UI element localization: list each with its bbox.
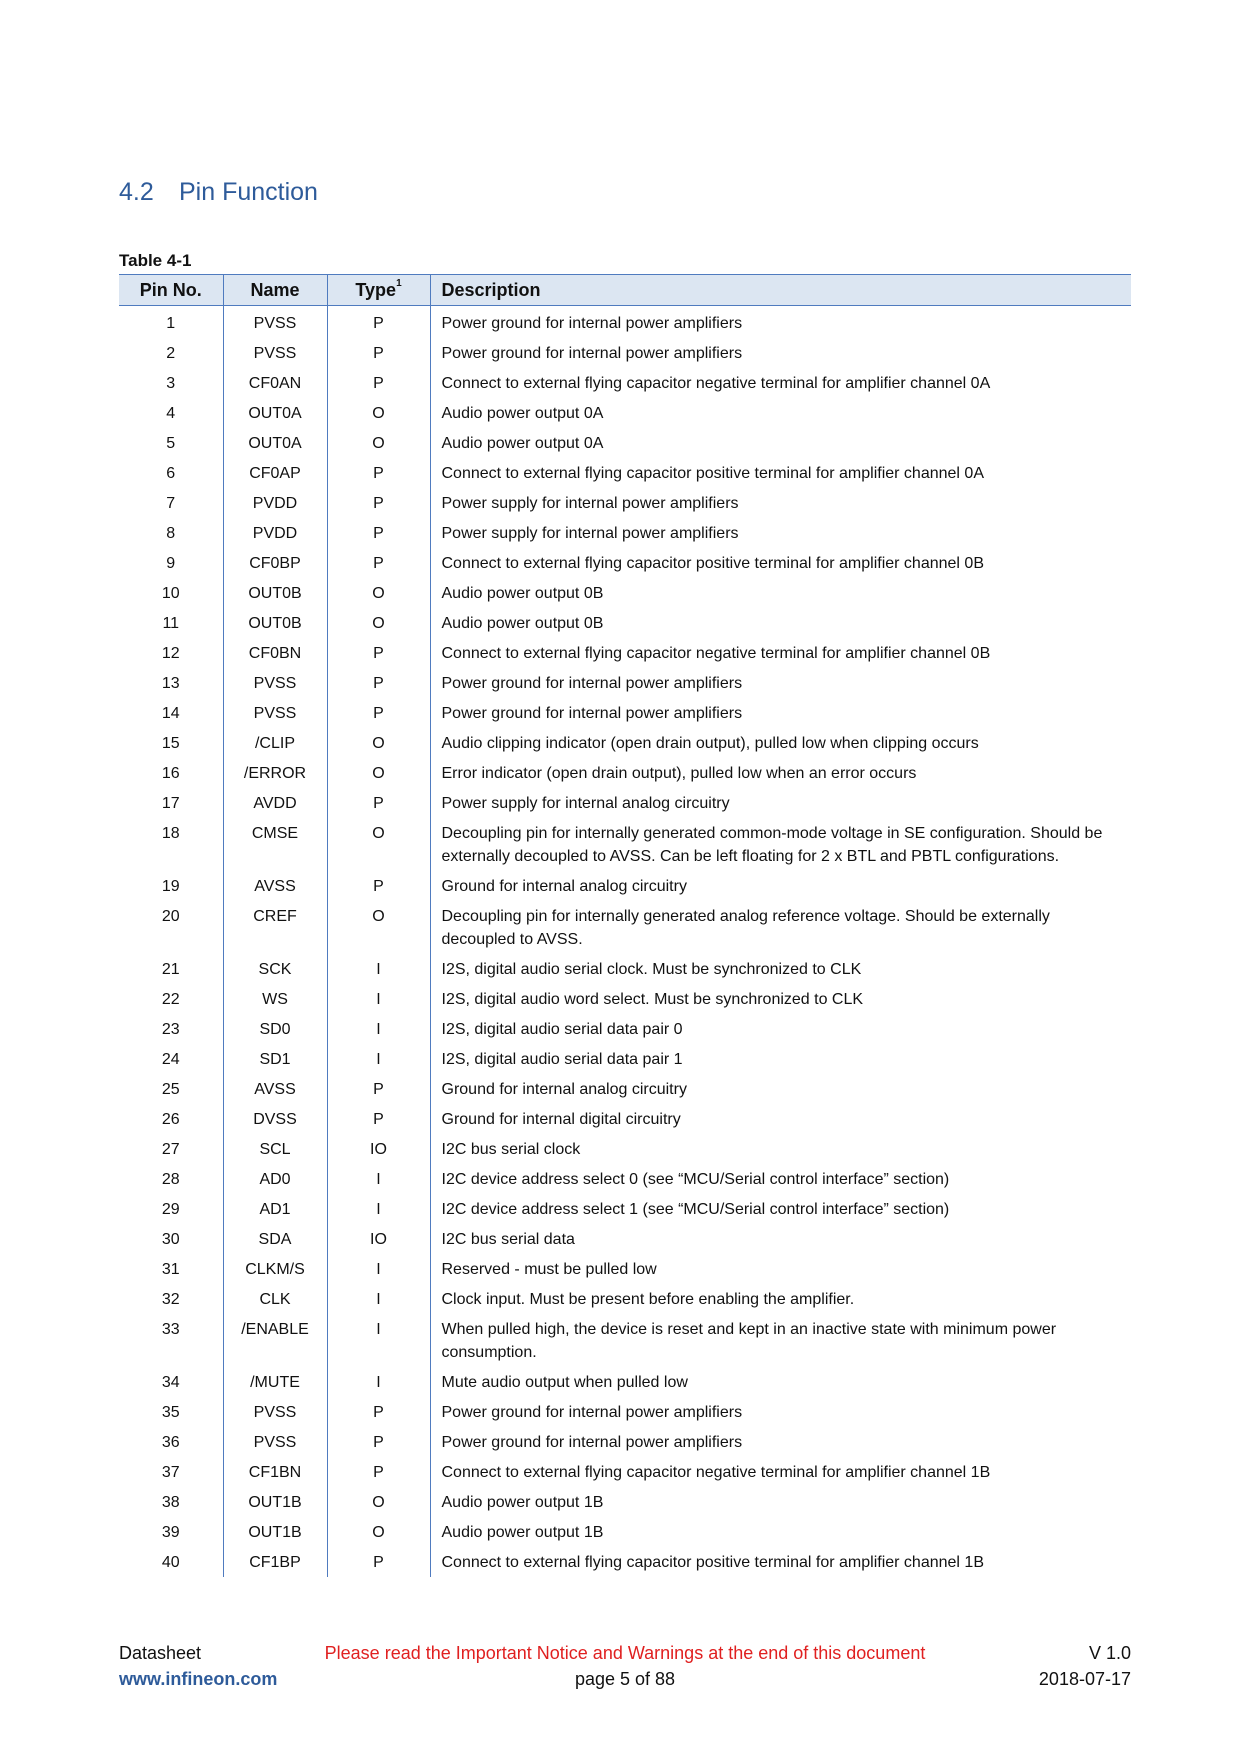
pin-type-cell: P	[327, 1547, 430, 1577]
table-row	[119, 668, 1131, 698]
table-row	[119, 1367, 1131, 1397]
pin-type-cell: I	[327, 1014, 430, 1044]
pin-type-cell: IO	[327, 1224, 430, 1254]
table-row	[119, 901, 1131, 954]
pin-description-cell: Reserved - must be pulled low	[430, 1254, 1131, 1284]
pin-description-cell: Audio power output 0A	[430, 398, 1131, 428]
pin-description-cell: Clock input. Must be present before enabling the amplifier.	[430, 1284, 1131, 1314]
pin-name-cell: AD1	[223, 1194, 327, 1224]
table-row	[119, 518, 1131, 548]
pin-number-cell: 40	[161, 1554, 180, 1571]
pin-name-cell: PVDD	[223, 488, 327, 518]
header-type-label: Type	[355, 279, 397, 300]
pin-type-cell: IO	[327, 1134, 430, 1164]
pin-number-cell: 38	[161, 1494, 180, 1511]
pin-description-cell: I2S, digital audio serial data pair 1	[430, 1044, 1131, 1074]
table-row	[119, 306, 1131, 339]
pin-number-cell: 14	[161, 705, 180, 722]
pin-name-cell: /ERROR	[223, 758, 327, 788]
table-row	[119, 788, 1131, 818]
table-row	[119, 578, 1131, 608]
pin-type-cell: P	[327, 1397, 430, 1427]
pin-number-cell: 18	[161, 825, 180, 842]
table-row	[119, 1194, 1131, 1224]
pin-name-cell: CF1BN	[223, 1457, 327, 1487]
table-row	[119, 871, 1131, 901]
pin-description-cell: Power ground for internal power amplifiers	[430, 1397, 1131, 1427]
header-name: Name	[223, 275, 327, 306]
pin-description-cell: Power ground for internal power amplifiers	[430, 306, 1131, 339]
pin-type-cell: O	[327, 608, 430, 638]
pin-name-cell: CMSE	[223, 818, 327, 871]
pin-number-cell: 22	[161, 991, 180, 1008]
pin-name-cell: CF0AN	[223, 368, 327, 398]
pin-type-cell: P	[327, 338, 430, 368]
pin-name-cell: OUT0A	[223, 428, 327, 458]
table-row	[119, 338, 1131, 368]
header-type	[327, 275, 430, 306]
pin-type-cell: I	[327, 1194, 430, 1224]
pin-number-cell: 11	[162, 615, 180, 632]
table-row	[119, 1224, 1131, 1254]
pin-description-cell: Error indicator (open drain output), pulled low when an error occurs	[430, 758, 1131, 788]
footer-page-number: page 5 of 88	[574, 1669, 676, 1689]
pin-description-cell: Power ground for internal power amplifiers	[430, 1427, 1131, 1457]
pin-number-cell: 2	[166, 345, 176, 362]
table-row	[119, 1487, 1131, 1517]
pin-type-cell: I	[327, 1284, 430, 1314]
table-row	[119, 1104, 1131, 1134]
pin-description-cell: Audio power output 0A	[430, 428, 1131, 458]
table-body	[119, 306, 1131, 1578]
table-row	[119, 368, 1131, 398]
pin-number-cell: 9	[166, 555, 176, 572]
pin-type-cell: P	[327, 306, 430, 339]
pin-number-cell: 32	[161, 1291, 180, 1308]
pin-name-cell: SD1	[223, 1044, 327, 1074]
table-row	[119, 698, 1131, 728]
pin-type-cell: P	[327, 488, 430, 518]
pin-description-cell: Connect to external flying capacitor negative terminal for amplifier channel 1B	[430, 1457, 1131, 1487]
pin-type-cell: P	[327, 1427, 430, 1457]
pin-number-cell: 37	[161, 1464, 180, 1481]
pin-type-cell: I	[327, 1164, 430, 1194]
pin-name-cell: CREF	[223, 901, 327, 954]
pin-type-cell: O	[327, 728, 430, 758]
table-row	[119, 428, 1131, 458]
pin-name-cell: /CLIP	[223, 728, 327, 758]
table-row	[119, 1074, 1131, 1104]
footer-version: V 1.0	[1088, 1643, 1131, 1663]
pin-number-cell: 21	[161, 961, 180, 978]
pin-name-cell: /ENABLE	[223, 1314, 327, 1367]
pin-number-cell: 10	[161, 585, 180, 602]
pin-name-cell: CLK	[223, 1284, 327, 1314]
pin-type-cell: P	[327, 668, 430, 698]
pin-type-cell: O	[327, 1487, 430, 1517]
pin-number-cell: 12	[161, 645, 180, 662]
pin-number-cell: 13	[161, 675, 180, 692]
pin-description-cell: Connect to external flying capacitor negative terminal for amplifier channel 0B	[430, 638, 1131, 668]
pin-number-cell: 6	[166, 465, 176, 482]
table-row	[119, 1284, 1131, 1314]
pin-type-cell: O	[327, 428, 430, 458]
pin-number-cell: 5	[166, 435, 176, 452]
pin-type-cell: I	[327, 984, 430, 1014]
pin-name-cell: CF0AP	[223, 458, 327, 488]
header-description: Description	[430, 275, 1131, 306]
pin-name-cell: OUT1B	[223, 1487, 327, 1517]
pin-description-cell: Connect to external flying capacitor positive terminal for amplifier channel 0A	[430, 458, 1131, 488]
pin-description-cell: Power ground for internal power amplifiers	[430, 668, 1131, 698]
pin-type-cell: P	[327, 1074, 430, 1104]
pin-type-cell: P	[327, 518, 430, 548]
pin-type-cell: I	[327, 1044, 430, 1074]
pin-description-cell: Connect to external flying capacitor positive terminal for amplifier channel 1B	[430, 1547, 1131, 1577]
pin-name-cell: OUT1B	[223, 1517, 327, 1547]
table-row	[119, 1547, 1131, 1577]
pin-description-cell: Power supply for internal power amplifiers	[430, 518, 1131, 548]
pin-type-cell: I	[327, 954, 430, 984]
pin-type-cell: O	[327, 758, 430, 788]
pin-name-cell: AVDD	[223, 788, 327, 818]
pin-name-cell: PVSS	[223, 698, 327, 728]
pin-number-cell: 4	[166, 405, 176, 422]
table-row	[119, 1134, 1131, 1164]
table-row	[119, 1164, 1131, 1194]
table-row	[119, 1397, 1131, 1427]
table-caption: Table 4-1	[119, 251, 192, 270]
pin-description-cell: I2S, digital audio serial clock. Must be synchronized to CLK	[430, 954, 1131, 984]
table-row	[119, 1457, 1131, 1487]
footer-date: 2018-07-17	[1038, 1669, 1131, 1689]
pin-type-cell: P	[327, 698, 430, 728]
pin-name-cell: OUT0B	[223, 608, 327, 638]
table-row	[119, 984, 1131, 1014]
pin-description-cell: Audio power output 0B	[430, 578, 1131, 608]
pin-description-cell: I2C bus serial clock	[430, 1134, 1131, 1164]
pin-description-cell: Audio power output 1B	[430, 1487, 1131, 1517]
section-number: 4.2	[119, 178, 154, 206]
table-row	[119, 488, 1131, 518]
pin-number-cell: 30	[161, 1231, 180, 1248]
pin-type-cell: P	[327, 458, 430, 488]
pin-number-cell: 27	[161, 1141, 180, 1158]
pin-number-cell: 25	[161, 1081, 180, 1098]
table-row	[119, 608, 1131, 638]
pin-description-cell: Audio power output 1B	[430, 1517, 1131, 1547]
pin-description-cell: I2S, digital audio serial data pair 0	[430, 1014, 1131, 1044]
table-row	[119, 1517, 1131, 1547]
table-row	[119, 1014, 1131, 1044]
pin-name-cell: AVSS	[223, 1074, 327, 1104]
pin-name-cell: SCL	[223, 1134, 327, 1164]
pin-type-cell: P	[327, 548, 430, 578]
pin-name-cell: CF1BP	[223, 1547, 327, 1577]
pin-name-cell: OUT0A	[223, 398, 327, 428]
pin-name-cell: CLKM/S	[223, 1254, 327, 1284]
pin-type-cell: P	[327, 871, 430, 901]
pin-type-cell: P	[327, 1104, 430, 1134]
pin-number-cell: 20	[161, 908, 180, 925]
pin-name-cell: /MUTE	[223, 1367, 327, 1397]
pin-description-cell: Audio power output 0B	[430, 608, 1131, 638]
table-row	[119, 638, 1131, 668]
pin-name-cell: SCK	[223, 954, 327, 984]
section-title: Pin Function	[179, 178, 318, 206]
pin-name-cell: PVSS	[223, 1427, 327, 1457]
table-row	[119, 398, 1131, 428]
pin-number-cell: 39	[161, 1524, 180, 1541]
pin-number-cell: 26	[161, 1111, 180, 1128]
pin-description-cell: I2C device address select 1 (see “MCU/Serial control interface” section)	[430, 1194, 1131, 1224]
pin-description-cell: Power ground for internal power amplifiers	[430, 338, 1131, 368]
pin-name-cell: PVSS	[223, 1397, 327, 1427]
pin-name-cell: OUT0B	[223, 578, 327, 608]
pin-number-cell: 23	[161, 1021, 180, 1038]
table-row	[119, 954, 1131, 984]
pin-number-cell: 31	[161, 1261, 180, 1278]
pin-number-cell: 29	[161, 1201, 180, 1218]
pin-name-cell: DVSS	[223, 1104, 327, 1134]
pin-description-cell: I2C bus serial data	[430, 1224, 1131, 1254]
pin-number-cell: 8	[166, 525, 176, 542]
pin-description-cell: Connect to external flying capacitor positive terminal for amplifier channel 0B	[430, 548, 1131, 578]
pin-number-cell: 24	[161, 1051, 180, 1068]
pin-number-cell: 35	[161, 1404, 180, 1421]
pin-function-table	[119, 274, 1131, 1577]
pin-number-cell: 34	[161, 1374, 180, 1391]
pin-number-cell: 28	[161, 1171, 180, 1188]
table-row	[119, 728, 1131, 758]
table-row	[119, 1254, 1131, 1284]
pin-number-cell: 7	[166, 495, 176, 512]
pin-name-cell: CF0BN	[223, 638, 327, 668]
pin-description-cell: I2S, digital audio word select. Must be synchronized to CLK	[430, 984, 1131, 1014]
pin-name-cell: SDA	[223, 1224, 327, 1254]
footer-notice: Please read the Important Notice and Warnings at the end of this document	[324, 1643, 926, 1663]
pin-number-cell: 3	[166, 375, 176, 392]
pin-description-cell: Power supply for internal power amplifiers	[430, 488, 1131, 518]
pin-number-cell: 16	[161, 765, 180, 782]
section-heading	[119, 178, 318, 207]
pin-name-cell: PVDD	[223, 518, 327, 548]
pin-description-cell: Power ground for internal power amplifiers	[430, 698, 1131, 728]
pin-description-cell: Ground for internal analog circuitry	[430, 871, 1131, 901]
pin-name-cell: PVSS	[223, 668, 327, 698]
pin-number-cell: 1	[166, 315, 176, 332]
pin-type-cell: P	[327, 1457, 430, 1487]
pin-name-cell: AD0	[223, 1164, 327, 1194]
pin-name-cell: CF0BP	[223, 548, 327, 578]
table-header-row	[119, 275, 1131, 306]
table-row	[119, 758, 1131, 788]
pin-name-cell: SD0	[223, 1014, 327, 1044]
table-row	[119, 458, 1131, 488]
pin-description-cell: Connect to external flying capacitor negative terminal for amplifier channel 0A	[430, 368, 1131, 398]
pin-number-cell: 19	[161, 878, 180, 895]
pin-name-cell: AVSS	[223, 871, 327, 901]
pin-name-cell: WS	[223, 984, 327, 1014]
pin-description-cell: Decoupling pin for internally generated common-mode voltage in SE configuration. Should be externally decoupled to AVSS. Can be left floating for 2 x BTL and PBTL configurations.	[430, 818, 1131, 871]
pin-name-cell: PVSS	[223, 338, 327, 368]
pin-description-cell: Decoupling pin for internally generated analog reference voltage. Should be externally decoupled to AVSS.	[430, 901, 1131, 954]
pin-description-cell: Mute audio output when pulled low	[430, 1367, 1131, 1397]
header-pin-no: Pin No.	[119, 275, 223, 306]
pin-type-cell: P	[327, 788, 430, 818]
pin-description-cell: Power supply for internal analog circuitry	[430, 788, 1131, 818]
pin-type-cell: I	[327, 1314, 430, 1367]
pin-type-cell: P	[327, 638, 430, 668]
pin-type-cell: O	[327, 1517, 430, 1547]
pin-description-cell: Ground for internal digital circuitry	[430, 1104, 1131, 1134]
pin-description-cell: When pulled high, the device is reset and kept in an inactive state with minimum power consumption.	[430, 1314, 1131, 1367]
pin-number-cell: 17	[161, 795, 180, 812]
table-row	[119, 1427, 1131, 1457]
table-row	[119, 1314, 1131, 1367]
pin-description-cell: Audio clipping indicator (open drain output), pulled low when clipping occurs	[430, 728, 1131, 758]
pin-number-cell: 15	[161, 735, 180, 752]
pin-name-cell: PVSS	[223, 306, 327, 339]
pin-number-cell: 33	[161, 1321, 180, 1338]
pin-type-cell: O	[327, 901, 430, 954]
footer-website-link[interactable]: www.infineon.com	[119, 1669, 278, 1689]
table-row	[119, 818, 1131, 871]
pin-description-cell: Ground for internal analog circuitry	[430, 1074, 1131, 1104]
pin-number-cell: 36	[161, 1434, 180, 1451]
pin-type-cell: O	[327, 578, 430, 608]
pin-type-cell: P	[327, 368, 430, 398]
pin-type-cell: O	[327, 398, 430, 428]
table-row	[119, 548, 1131, 578]
table-row	[119, 1044, 1131, 1074]
footnote-marker: 1	[396, 277, 402, 289]
pin-type-cell: I	[327, 1367, 430, 1397]
pin-description-cell: I2C device address select 0 (see “MCU/Serial control interface” section)	[430, 1164, 1131, 1194]
footer-doc-type: Datasheet	[119, 1643, 202, 1663]
pin-type-cell: O	[327, 818, 430, 871]
pin-type-cell: I	[327, 1254, 430, 1284]
